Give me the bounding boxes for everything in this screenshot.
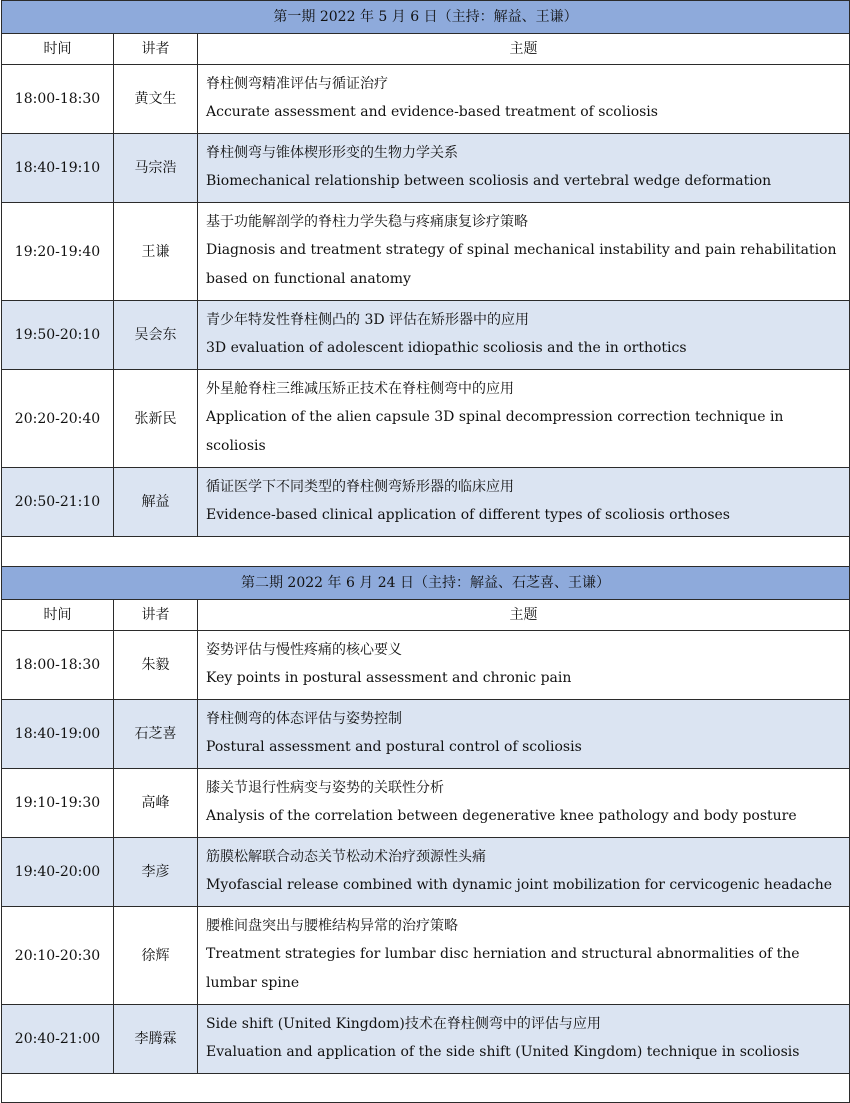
topic-zh: 基于功能解剖学的脊柱力学失稳与疼痛康复诊疗策略 — [206, 214, 528, 230]
topic-en: Accurate assessment and evidence-based treatment of scoliosis — [206, 104, 658, 120]
topic-zh: 膝关节退行性病变与姿势的关联性分析 — [206, 780, 444, 796]
topic-en: Analysis of the correlation between degenerative knee pathology and body posture — [206, 808, 797, 824]
topic-en: 3D evaluation of adolescent idiopathic scoliosis and the in orthotics — [206, 340, 687, 356]
topic-cell — [198, 1005, 850, 1074]
spacer-cell — [2, 1074, 850, 1103]
topic-cell — [198, 203, 850, 301]
session-2-title-row — [2, 567, 850, 600]
topic-en: Treatment strategies for lumbar disc herniation and structural abnormalities of the lumbar spine — [206, 946, 800, 991]
table-row — [2, 700, 850, 769]
table-row — [2, 907, 850, 1005]
topic-en: Diagnosis and treatment strategy of spinal mechanical instability and pain rehabilitation based on functional anatomy — [206, 242, 837, 287]
topic-cell — [198, 838, 850, 907]
table-row — [2, 769, 850, 838]
time-cell: 18:40-19:00 — [2, 700, 114, 769]
time-cell: 20:10-20:30 — [2, 907, 114, 1005]
table-row — [2, 370, 850, 468]
table-row — [2, 65, 850, 134]
topic-en: Evaluation and application of the side shift (United Kingdom) technique in scoliosis — [206, 1044, 800, 1060]
topic-cell — [198, 907, 850, 1005]
speaker-cell: 李彦 — [114, 838, 198, 907]
time-cell: 20:50-21:10 — [2, 468, 114, 537]
topic-zh: 循证医学下不同类型的脊柱侧弯矫形器的临床应用 — [206, 479, 514, 495]
time-cell: 18:00-18:30 — [2, 65, 114, 134]
topic-zh: 腰椎间盘突出与腰椎结构异常的治疗策略 — [206, 918, 458, 934]
topic-cell — [198, 301, 850, 370]
table-row — [2, 1005, 850, 1074]
time-cell: 18:40-19:10 — [2, 134, 114, 203]
topic-cell — [198, 370, 850, 468]
session-1-title-row — [2, 1, 850, 34]
topic-zh: 外星舱脊柱三维减压矫正技术在脊柱侧弯中的应用 — [206, 381, 514, 397]
topic-zh: 脊柱侧弯精准评估与循证治疗 — [206, 76, 388, 92]
topic-en: Evidence-based clinical application of different types of scoliosis orthoses — [206, 507, 730, 523]
table-row — [2, 134, 850, 203]
speaker-cell: 高峰 — [114, 769, 198, 838]
time-cell: 20:40-21:00 — [2, 1005, 114, 1074]
table-row — [2, 631, 850, 700]
topic-en: Postural assessment and postural control of scoliosis — [206, 739, 582, 755]
time-cell: 20:20-20:40 — [2, 370, 114, 468]
speaker-cell: 徐辉 — [114, 907, 198, 1005]
session-spacer-row — [2, 1074, 850, 1103]
column-header-topic: 主题 — [198, 600, 850, 631]
session-title: 第一期 2022 年 5 月 6 日（主持：解益、王谦） — [2, 1, 850, 34]
speaker-cell: 李腾霖 — [114, 1005, 198, 1074]
speaker-cell: 马宗浩 — [114, 134, 198, 203]
topic-zh: 筋膜松解联合动态关节松动术治疗颈源性头痛 — [206, 849, 486, 865]
topic-zh: 姿势评估与慢性疼痛的核心要义 — [206, 642, 402, 658]
time-cell: 19:10-19:30 — [2, 769, 114, 838]
column-header-speaker: 讲者 — [114, 600, 198, 631]
topic-cell — [198, 769, 850, 838]
topic-en: Application of the alien capsule 3D spinal decompression correction technique in scoliosis — [206, 409, 784, 454]
time-cell: 18:00-18:30 — [2, 631, 114, 700]
table-row — [2, 838, 850, 907]
session-2-header-row — [2, 600, 850, 631]
topic-zh: Side shift (United Kingdom)技术在脊柱侧弯中的评估与应用 — [206, 1016, 601, 1032]
topic-cell — [198, 631, 850, 700]
topic-en: Biomechanical relationship between scoliosis and vertebral wedge deformation — [206, 173, 772, 189]
schedule-body — [2, 1, 850, 1103]
speaker-cell: 朱毅 — [114, 631, 198, 700]
spacer-cell — [2, 537, 850, 567]
topic-cell — [198, 700, 850, 769]
table-row — [2, 203, 850, 301]
speaker-cell: 吴会东 — [114, 301, 198, 370]
time-cell: 19:20-19:40 — [2, 203, 114, 301]
topic-zh: 脊柱侧弯与锥体楔形形变的生物力学关系 — [206, 145, 458, 161]
column-header-time: 时间 — [2, 600, 114, 631]
topic-zh: 青少年特发性脊柱侧凸的 3D 评估在矫形器中的应用 — [206, 312, 530, 328]
session-title: 第二期 2022 年 6 月 24 日（主持：解益、石芝喜、王谦） — [2, 567, 850, 600]
time-cell: 19:50-20:10 — [2, 301, 114, 370]
time-cell: 19:40-20:00 — [2, 838, 114, 907]
topic-zh: 脊柱侧弯的体态评估与姿势控制 — [206, 711, 402, 727]
session-1-header-row — [2, 34, 850, 65]
speaker-cell: 王谦 — [114, 203, 198, 301]
schedule-table — [1, 0, 850, 1103]
topic-cell — [198, 468, 850, 537]
speaker-cell: 石芝喜 — [114, 700, 198, 769]
speaker-cell: 黄文生 — [114, 65, 198, 134]
speaker-cell: 解益 — [114, 468, 198, 537]
column-header-time: 时间 — [2, 34, 114, 65]
column-header-topic: 主题 — [198, 34, 850, 65]
table-row — [2, 301, 850, 370]
table-row — [2, 468, 850, 537]
column-header-speaker: 讲者 — [114, 34, 198, 65]
topic-en: Myofascial release combined with dynamic joint mobilization for cervicogenic headache — [206, 877, 833, 893]
topic-en: Key points in postural assessment and chronic pain — [206, 670, 572, 686]
session-spacer-row — [2, 537, 850, 567]
topic-cell — [198, 65, 850, 134]
speaker-cell: 张新民 — [114, 370, 198, 468]
topic-cell — [198, 134, 850, 203]
